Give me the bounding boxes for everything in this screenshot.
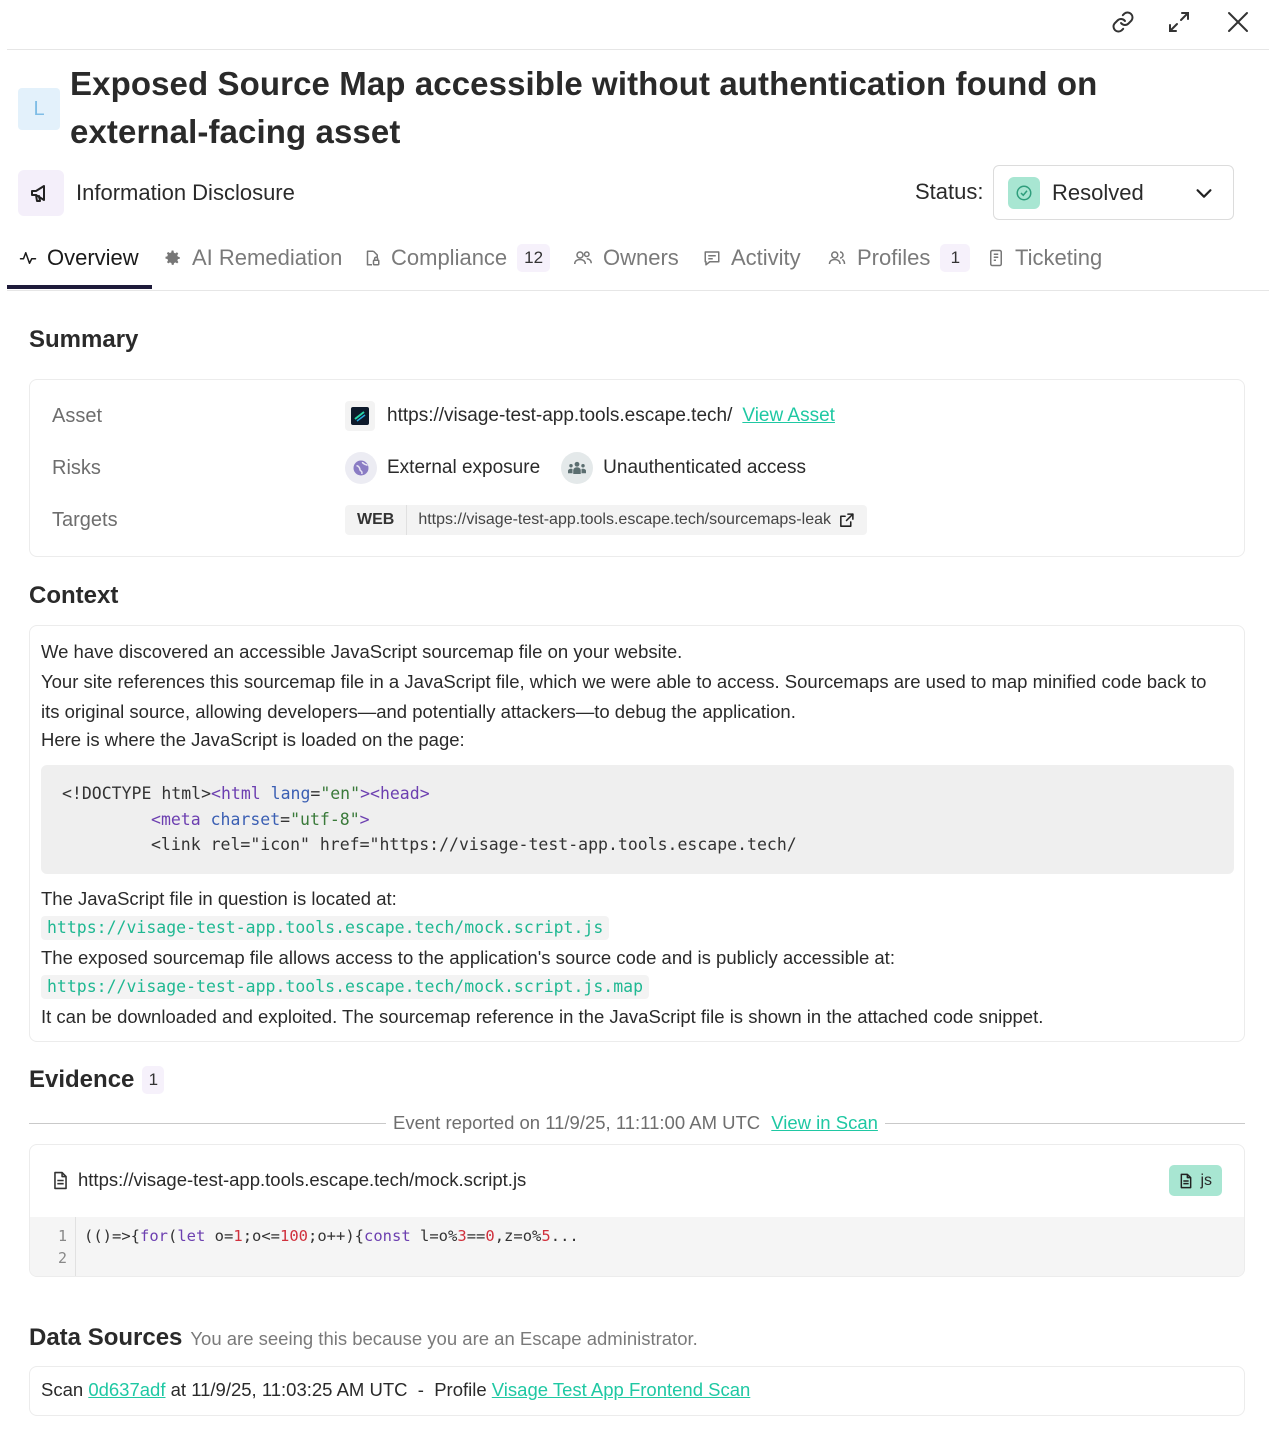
tab-overview[interactable]	[19, 240, 139, 276]
evidence-title: Evidence 1	[29, 1066, 164, 1094]
risk-external-exposure: External exposure	[387, 457, 541, 478]
page-title: Exposed Source Map accessible without authentication found on external-facing asset	[70, 65, 1098, 150]
pulse-icon	[19, 249, 37, 267]
scan-info: Scan 0d637adf at 11/9/25, 11:03:25 AM UTC - Profile Visage Test App Frontend Scan	[41, 1379, 751, 1400]
context-paragraph: We have discovered an accessible JavaScript sourcemap file on your website.	[41, 641, 683, 662]
view-in-scan-link[interactable]: View in Scan	[771, 1112, 878, 1133]
avatar: L	[18, 88, 60, 130]
data-sources-title: Data Sources	[29, 1324, 183, 1351]
view-asset-link[interactable]: View Asset	[742, 405, 835, 426]
status-label: Status:	[915, 179, 984, 204]
tab-label: Overview	[47, 245, 139, 270]
evidence-file	[52, 1169, 526, 1191]
issue-category	[18, 170, 295, 216]
link-icon[interactable]	[1108, 8, 1138, 36]
risks-key: Risks	[52, 456, 101, 479]
targets-key: Targets	[52, 508, 118, 531]
tab-ai-remediation[interactable]	[164, 240, 342, 276]
file-type-badge: js	[1169, 1165, 1222, 1196]
tab-profiles[interactable]	[827, 240, 970, 276]
profile-link[interactable]: Visage Test App Frontend Scan	[491, 1379, 751, 1400]
data-sources-header	[29, 1324, 698, 1352]
close-icon[interactable]	[1223, 8, 1253, 36]
tab-compliance[interactable]	[363, 240, 550, 276]
document-lock-icon	[363, 249, 381, 267]
status-select[interactable]	[993, 165, 1234, 220]
targets-row	[52, 505, 1224, 535]
context-title: Context	[29, 582, 119, 609]
user-icon	[827, 249, 847, 267]
evidence-card	[29, 1144, 1245, 1277]
risks-row	[52, 453, 1224, 483]
megaphone-icon	[18, 170, 64, 216]
globe-icon	[345, 452, 377, 484]
users-icon	[573, 249, 593, 267]
tab-owners[interactable]	[573, 240, 679, 276]
count-badge: 12	[517, 244, 550, 272]
sourcemap-url: https://visage-test-app.tools.escape.tech/mock.script.js.map	[41, 975, 649, 999]
line-numbers: 1 2	[30, 1217, 76, 1277]
gear-icon	[164, 249, 182, 267]
data-sources-subtitle: You are seeing this because you are an Escape administrator.	[190, 1328, 698, 1349]
tab-activity[interactable]	[703, 240, 801, 276]
context-paragraph: It can be downloaded and exploited. The sourcemap reference in the JavaScript file is shown in the attached code snippet.	[41, 1006, 1044, 1027]
code-line: (()=>{for(let o=1;o<=100;o++){const l=o%3==0,z=o%5...	[84, 1227, 579, 1245]
group-icon	[561, 452, 593, 484]
asset-key: Asset	[52, 404, 103, 427]
check-circle-icon	[1008, 177, 1040, 209]
external-link-icon[interactable]	[838, 512, 855, 529]
summary-card	[29, 379, 1245, 557]
category-label: Information Disclosure	[76, 180, 295, 205]
data-sources-card	[29, 1366, 1245, 1416]
html-code-block: <!DOCTYPE html><html lang="en"><head> <meta charset="utf-8"> <link rel="icon" href="https://visage-test-app.tools.escape.tech/	[41, 765, 1234, 874]
chevron-down-icon	[1193, 182, 1215, 209]
target-url: https://visage-test-app.tools.escape.tech/sourcemaps-leak	[418, 511, 831, 528]
target-pill[interactable]	[345, 505, 867, 535]
context-paragraph: Your site references this sourcemap file in a JavaScript file, which we were able to access. Sourcemaps are used to map minified code back to its original source, allowing developers—and potentially attackers—to debug the application.	[41, 671, 1207, 722]
receipt-icon	[987, 249, 1005, 267]
chat-icon	[703, 249, 721, 267]
summary-title: Summary	[29, 326, 139, 353]
asset-url: https://visage-test-app.tools.escape.tech/	[387, 405, 733, 426]
tab-label: Profiles	[857, 245, 931, 270]
tab-label: Ticketing	[1015, 245, 1103, 270]
event-timestamp: Event reported on 11/9/25, 11:11:00 AM UTC View in Scan	[386, 1112, 885, 1134]
asset-row	[52, 401, 1224, 431]
code-viewer	[30, 1217, 1244, 1277]
count-badge: 1	[940, 244, 970, 272]
tab-ticketing[interactable]	[987, 240, 1102, 276]
file-icon	[1179, 1173, 1193, 1189]
js-file-url: https://visage-test-app.tools.escape.tech/mock.script.js	[41, 916, 609, 940]
tab-bar	[7, 228, 1269, 291]
file-icon	[52, 1171, 69, 1190]
expand-icon[interactable]	[1164, 8, 1194, 36]
scan-id-link[interactable]: 0d637adf	[88, 1379, 166, 1400]
risk-unauthenticated-access: Unauthenticated access	[603, 457, 806, 478]
evidence-file-url: https://visage-test-app.tools.escape.tech/mock.script.js	[78, 1169, 527, 1190]
context-card	[29, 625, 1245, 1042]
asset-logo-icon	[345, 401, 375, 431]
tab-label: AI Remediation	[192, 245, 343, 270]
tab-label: Activity	[731, 245, 801, 270]
context-paragraph: Here is where the JavaScript is loaded on the page:	[41, 729, 465, 750]
tab-label: Compliance	[391, 245, 508, 270]
context-paragraph: The JavaScript file in question is located at:	[41, 888, 397, 909]
evidence-count-badge: 1	[142, 1066, 164, 1094]
tab-label: Owners	[603, 245, 679, 270]
target-type: WEB	[345, 505, 407, 535]
context-paragraph: The exposed sourcemap file allows access to the application's source code and is publicly accessible at:	[41, 947, 895, 968]
active-tab-indicator	[7, 285, 152, 289]
top-bar	[7, 0, 1269, 50]
status-value: Resolved	[1052, 179, 1144, 205]
